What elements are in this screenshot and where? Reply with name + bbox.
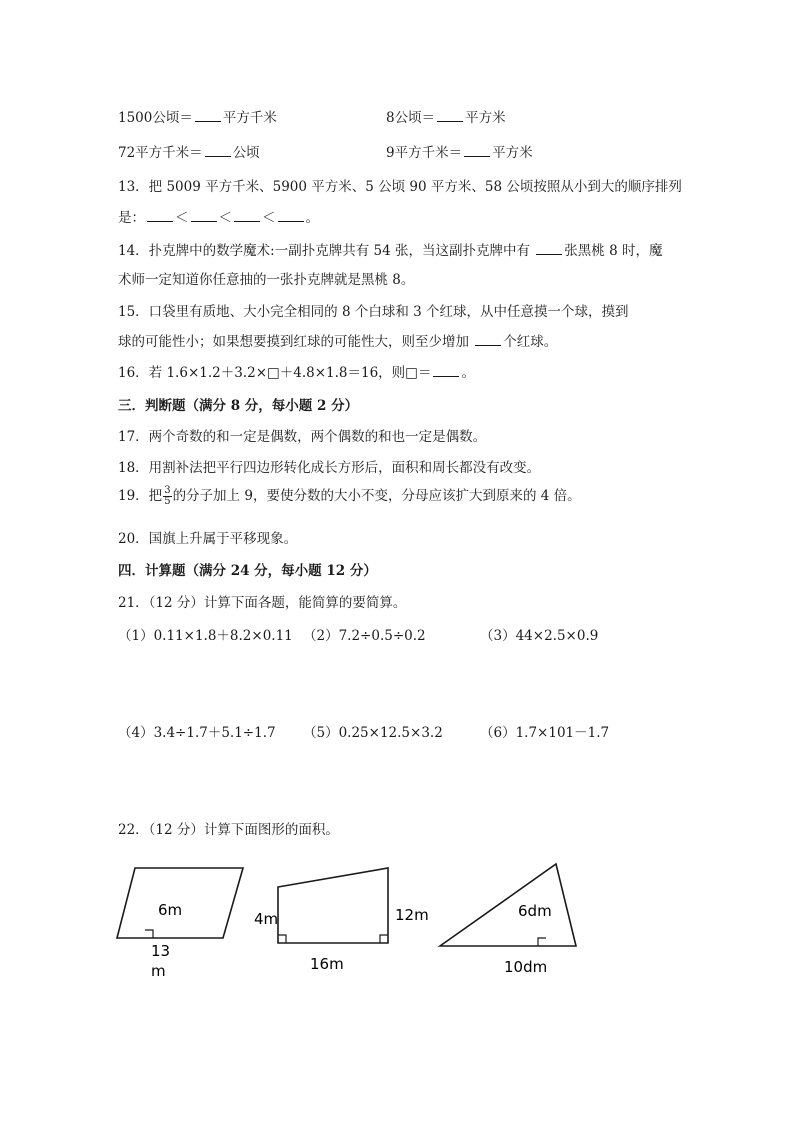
trapezoid-left-label: 4m (254, 910, 279, 928)
question-16: 16．若 1.6×1.2＋3.2×□＋4.8×1.8＝16，则□＝ 。 (118, 365, 475, 381)
right-angle-mark (380, 935, 388, 943)
calc-item-3: （3）44×2.5×0.9 (480, 628, 599, 644)
question-13-line-2: 是： ＜ ＜ ＜ 。 (118, 210, 319, 226)
answer-blank[interactable] (433, 364, 459, 377)
answer-blank[interactable] (195, 109, 221, 122)
question-13-line-1: 13．把 5009 平方千米、5900 平方米、5 公顷 90 平方米、58 公顷按照从小到大的顺序排列 (118, 179, 682, 195)
calc-item-4: （4）3.4÷1.7＋5.1÷1.7 (118, 725, 276, 741)
question-18: 18．用割补法把平行四边形转化成长方形后，面积和周长都没有改变。 (118, 460, 541, 476)
calc-item-6: （6）1.7×101－1.7 (480, 725, 610, 741)
question-20: 20．国旗上升属于平移现象。 (118, 531, 298, 547)
trapezoid-figure (248, 860, 438, 975)
triangle-height-label: 6dm (518, 902, 552, 920)
answer-blank[interactable] (234, 209, 260, 222)
parallelogram-figure (115, 860, 255, 985)
right-angle-mark (278, 935, 286, 943)
trapezoid-right-label: 12m (395, 906, 429, 924)
question-15-line-1: 15．口袋里有质地、大小完全相同的 8 个白球和 3 个红球，从中任意摸一个球，摸到 (118, 304, 629, 320)
fraction: $\frac{3}{5}$ (164, 485, 171, 507)
calc-item-5: （5）0.25×12.5×3.2 (303, 725, 443, 741)
right-angle-mark (145, 930, 153, 938)
trapezoid-shape (278, 868, 388, 943)
answer-blank[interactable] (437, 109, 463, 122)
parallelogram-base-label: 13 (151, 942, 171, 960)
answer-blank[interactable] (536, 242, 562, 255)
question-22: 22．（12 分）计算下面图形的面积。 (118, 822, 339, 838)
question-14-line-1: 14．扑克牌中的数学魔术:一副扑克牌共有 54 张，当这副扑克牌中有 张黑桃 8 时，魔 (118, 243, 663, 259)
parallelogram-base-unit: m (151, 962, 166, 980)
calc-item-1: （1）0.11×1.8＋8.2×0.11 (118, 628, 293, 644)
triangle-shape (440, 864, 576, 946)
answer-blank[interactable] (147, 209, 173, 222)
conv-c: 72平方千米＝ 公顷 (118, 145, 260, 161)
triangle-base-label: 10dm (504, 958, 548, 976)
conv-d: 9平方千米＝ 平方米 (386, 145, 533, 161)
question-17: 17．两个奇数的和一定是偶数，两个偶数的和也一定是偶数。 (118, 429, 487, 445)
question-21: 21．（12 分）计算下面各题，能简算的要简算。 (118, 595, 407, 611)
answer-blank[interactable] (205, 144, 231, 157)
question-15-line-2: 球的可能性小；如果想要摸到红球的可能性大，则至少增加 个红球。 (118, 334, 558, 350)
conv-b: 8公顷＝ 平方米 (386, 110, 506, 126)
question-14-line-2: 术师一定知道你任意抽的一张扑克牌就是黑桃 8。 (118, 272, 415, 288)
answer-blank[interactable] (191, 209, 217, 222)
answer-blank[interactable] (464, 144, 490, 157)
calc-item-2: （2）7.2÷0.5÷0.2 (303, 628, 426, 644)
question-19: 19．把 $\frac{3}{5}$ 的分子加上 9，要使分数的大小不变，分母应该扩大到原来的 4 倍。 (118, 485, 581, 507)
parallelogram-height-label: 6m (158, 901, 183, 919)
trapezoid-base-label: 16m (310, 955, 344, 973)
triangle-figure (436, 860, 586, 980)
section-3-title: 三．判断题（满分 8 分，每小题 2 分） (118, 398, 359, 414)
conv-a: 1500公顷＝ 平方千米 (118, 110, 277, 126)
answer-blank[interactable] (475, 333, 501, 346)
right-angle-mark (538, 938, 546, 946)
section-4-title: 四．计算题（满分 24 分，每小题 12 分） (118, 563, 377, 579)
answer-blank[interactable] (278, 209, 304, 222)
